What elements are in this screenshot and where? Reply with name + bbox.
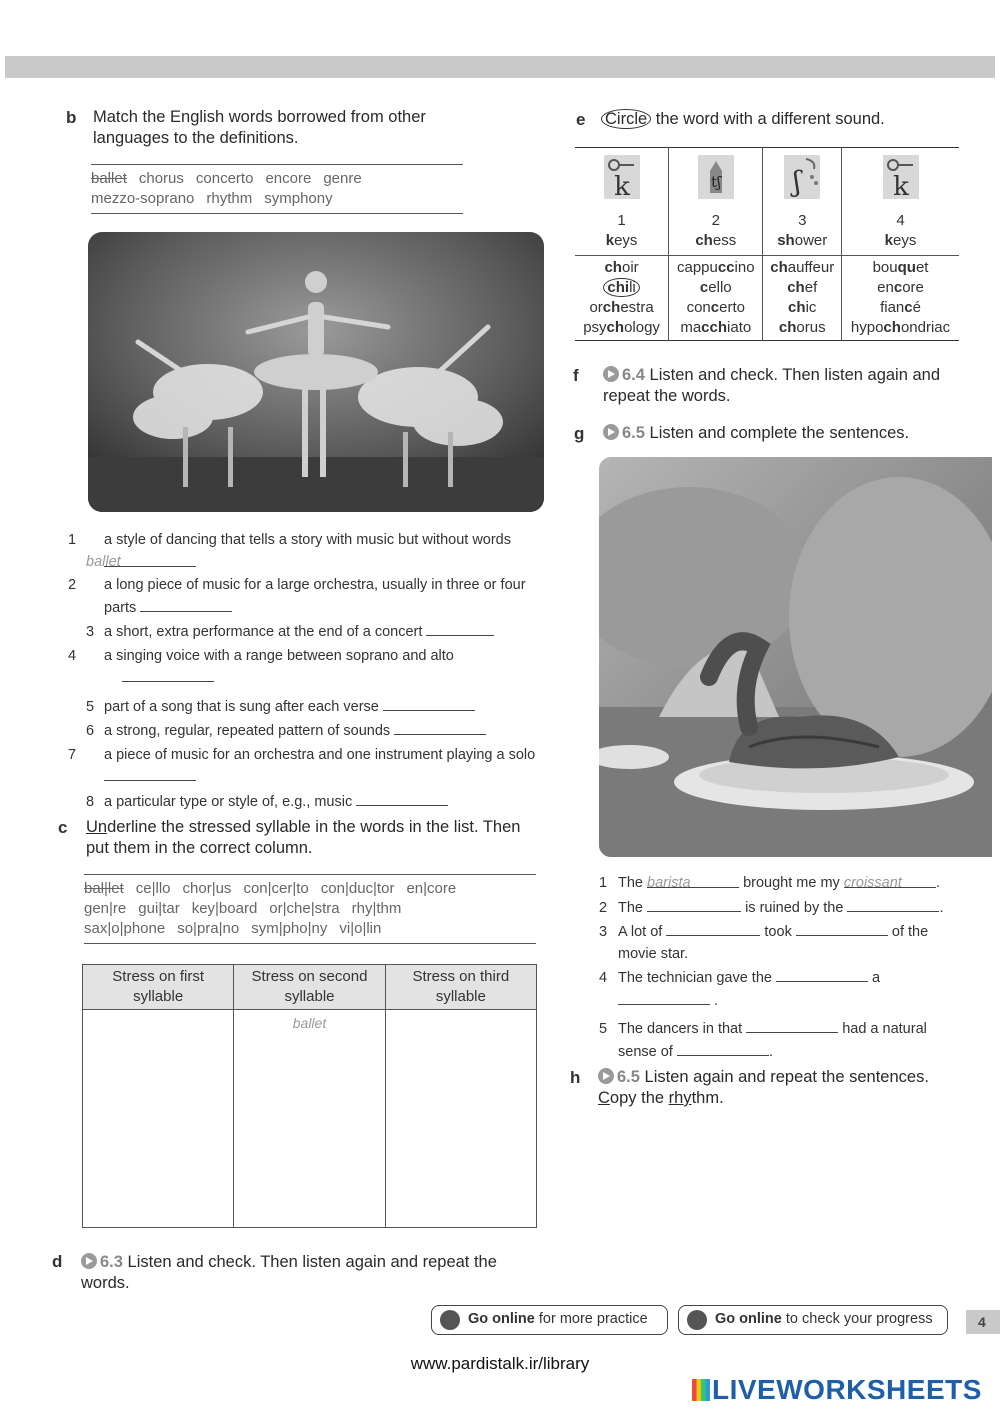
sound-words-2 (669, 256, 763, 341)
b-item-1 (68, 530, 546, 573)
syllable-word: so|pra|no (177, 920, 240, 937)
g-item-1 (599, 873, 964, 895)
g-text: The (618, 899, 643, 916)
g-text: A lot of (618, 924, 663, 940)
logo-icon (692, 1379, 710, 1401)
check-icon (687, 1310, 707, 1330)
g-text: brought me my (743, 875, 840, 891)
sound-word[interactable]: chauffeur (770, 259, 835, 276)
g-answer[interactable]: barista (647, 873, 739, 888)
section-g-items (599, 873, 964, 1063)
stress-header-second (234, 965, 385, 1010)
g-answer[interactable] (618, 990, 710, 1005)
track-number: 6.3 (100, 1253, 123, 1271)
section-e-instruction (601, 109, 961, 130)
sound-word[interactable]: encore (877, 279, 924, 296)
sound-symbol-3 (763, 148, 842, 211)
b-item-text: a strong, regular, repeated pattern of sounds (104, 723, 391, 739)
b-item-number: 4 (68, 647, 77, 664)
instruction-text: Listen and complete the sentences. (649, 424, 910, 442)
b-item-3 (86, 621, 546, 644)
b-item-number: 2 (68, 577, 77, 593)
word-symphony: symphony (264, 190, 333, 207)
syllable-word: sym|pho|ny (251, 920, 328, 937)
sound-symbol-2 (669, 148, 763, 211)
g-text: had a natural sense of (618, 1021, 927, 1060)
track-number: 6.5 (617, 1068, 640, 1086)
b-answer-4[interactable] (122, 667, 214, 682)
sound-word[interactable]: concerto (686, 299, 745, 316)
syllable-word: sax|o|phone (84, 920, 166, 937)
audio-icon[interactable] (81, 1253, 97, 1269)
b-item-number: 1 (68, 532, 77, 548)
section-b-instruction: Match the English words borrowed from other languages to the definitions. (93, 108, 426, 147)
b-item-text: a particular type or style of, e.g., music (104, 793, 353, 810)
g-item-5 (599, 1018, 964, 1063)
track-number: 6.4 (622, 366, 645, 384)
b-item-number: 8 (86, 793, 95, 810)
liveworksheets-logo[interactable] (692, 1374, 982, 1406)
g-text: . (768, 1043, 773, 1060)
sound-key-1 (575, 210, 669, 256)
b-item-number: 5 (86, 698, 95, 715)
b-item-5 (86, 696, 546, 719)
sound-symbol-4 (842, 148, 959, 211)
g-text: is ruined by the (745, 899, 844, 916)
stress-col-second[interactable] (234, 1010, 385, 1228)
sound-word[interactable]: choir (604, 259, 639, 276)
circle-word: Circle (601, 109, 651, 129)
section-c-word-list (84, 874, 536, 944)
section-d-letter: d (52, 1252, 63, 1271)
b-answer-3[interactable] (426, 621, 494, 636)
sound-word[interactable]: chili (575, 278, 668, 298)
phonetic-symbol: tʃ (710, 173, 721, 191)
b-answer-8[interactable] (356, 791, 448, 806)
section-b-items (68, 530, 546, 813)
g-answer[interactable] (796, 921, 888, 936)
section-b-word-list (91, 164, 463, 214)
key-rest: eys (614, 232, 638, 249)
sound-key-3 (763, 210, 842, 256)
key-rest: ower (794, 232, 828, 249)
key-bold: sh (777, 232, 795, 249)
sound-symbol-1 (575, 148, 669, 211)
g-answer[interactable] (847, 897, 939, 912)
g-item-3 (599, 921, 964, 965)
g-text: took (764, 924, 792, 940)
g-item-number: 1 (599, 875, 608, 891)
button-label: for more practice (538, 1311, 648, 1327)
track-number: 6.5 (622, 424, 645, 442)
key-bold: k (884, 232, 894, 249)
syllable-word: con|duc|tor (320, 880, 395, 897)
g-item-4 (599, 967, 964, 1012)
example-answer: ballet (292, 1015, 327, 1031)
stress-col-first[interactable] (83, 1010, 234, 1228)
stress-table (82, 964, 537, 1228)
sound-words-4 (842, 256, 959, 341)
section-h-instruction (598, 1067, 968, 1109)
key-icon (881, 153, 921, 201)
word-mezzo-soprano: mezzo-soprano (91, 190, 195, 207)
g-item-number: 3 (599, 924, 608, 940)
shower-icon (782, 153, 822, 201)
column-number: 4 (896, 212, 905, 229)
stress-header-first (83, 965, 234, 1010)
b-item-text: a long piece of music for a large orchestra, usually in three or four parts (104, 577, 526, 616)
word-ballet: ballet (91, 170, 127, 187)
sound-words-1 (575, 256, 669, 341)
section-f-instruction (603, 365, 953, 407)
syllable-word: chor|us (182, 880, 232, 897)
word-concerto: concerto (195, 170, 254, 187)
b-item-number: 7 (68, 746, 77, 763)
syllable-word: con|cer|to (243, 880, 309, 897)
sound-word[interactable]: cello (699, 279, 732, 296)
section-b-letter: b (66, 108, 77, 127)
key-bold: k (605, 232, 615, 249)
page-number: 4 (966, 1310, 1000, 1334)
syllable-word: key|board (191, 900, 258, 917)
b-item-text: a piece of music for an orchestra and one instrument playing a solo (104, 746, 536, 763)
g-item-number: 5 (599, 1021, 608, 1037)
instruction-text: Listen and check. Then listen again and repeat the words. (603, 366, 941, 405)
word-chorus: chorus (138, 170, 184, 187)
b-item-text: part of a song that is sung after each verse (104, 698, 379, 715)
phonetic-symbol: ʃ (793, 165, 802, 198)
syllable-word: vi|o|lin (339, 920, 382, 937)
top-bar (5, 56, 995, 78)
instruction-text: thm. (691, 1089, 724, 1107)
word-encore: encore (265, 170, 312, 187)
sound-word[interactable]: hypochondriac (850, 319, 951, 336)
instruction-text: Listen again and repeat the sentences. (644, 1068, 929, 1086)
arrow-icon (440, 1310, 460, 1330)
g-text: of the movie star. (618, 924, 929, 962)
sound-word[interactable]: psychology (583, 319, 660, 336)
chess-icon (696, 153, 736, 201)
stress-col-third[interactable] (385, 1010, 536, 1228)
audio-icon[interactable] (603, 424, 619, 440)
b-answer-1[interactable]: ballet (104, 552, 196, 567)
section-h-letter: h (570, 1068, 581, 1087)
g-answer[interactable] (677, 1041, 769, 1056)
b-item-8 (86, 791, 546, 814)
b-item-7 (68, 745, 546, 789)
b-answer-5[interactable] (383, 696, 475, 711)
word-rhythm: rhythm (206, 190, 253, 207)
sound-key-4 (842, 210, 959, 256)
sound-word[interactable]: chorus (778, 319, 826, 336)
sound-word[interactable]: orchestra (589, 299, 654, 316)
underlined-text: rhy (668, 1089, 692, 1107)
section-d-instruction (81, 1252, 541, 1294)
b-item-2 (68, 575, 546, 619)
syllable-word: ce|llo (135, 880, 171, 897)
syllable-word: bal|let (84, 880, 124, 897)
word-genre: genre (323, 170, 362, 187)
g-answer[interactable] (666, 921, 760, 936)
footer-url[interactable]: www.pardistalk.ir/library (410, 1354, 590, 1373)
brand-name: LIVEWORKSHEETS (712, 1374, 982, 1405)
g-answer[interactable] (746, 1018, 838, 1033)
sound-word[interactable]: macchiato (680, 319, 752, 336)
header-text: Stress on first syllable (112, 968, 204, 1005)
syllable-word: en|core (406, 880, 457, 897)
audio-icon[interactable] (603, 366, 619, 382)
key-icon (602, 153, 642, 201)
go-online-practice-button[interactable] (431, 1305, 668, 1335)
section-f-letter: f (573, 366, 579, 385)
b-item-number: 3 (86, 624, 95, 640)
phonetic-symbol: k (613, 172, 630, 201)
g-text: . (714, 992, 719, 1009)
b-item-6 (86, 720, 546, 743)
b-answer-7[interactable] (104, 766, 196, 781)
key-rest: ess (712, 232, 737, 249)
button-bold: Go online (468, 1311, 535, 1327)
ballet-photo (88, 232, 544, 512)
sound-word[interactable]: chic (788, 299, 817, 316)
section-c-letter: c (58, 818, 68, 837)
sound-table (575, 147, 959, 341)
instruction-text: opy the (609, 1089, 669, 1107)
column-number: 3 (798, 212, 807, 229)
b-answer-6[interactable] (394, 720, 486, 735)
syllable-word: or|che|stra (269, 900, 340, 917)
sound-word[interactable]: bouquet (872, 259, 929, 276)
button-label: to check your progress (785, 1311, 933, 1327)
audio-icon[interactable] (598, 1068, 614, 1084)
croissant-photo (599, 457, 992, 857)
g-text: a (872, 970, 881, 986)
syllable-word: gen|re (84, 900, 127, 917)
b-item-4 (68, 646, 546, 690)
stress-header-third (385, 965, 536, 1010)
g-text: . (935, 875, 940, 891)
sound-word[interactable]: chef (787, 279, 818, 296)
sound-words-3 (763, 256, 842, 341)
section-g-letter: g (574, 424, 585, 443)
syllable-word: rhy|thm (351, 900, 402, 917)
g-answer[interactable] (647, 897, 741, 912)
header-text: Stress on second syllable (251, 968, 368, 1005)
g-answer[interactable] (776, 967, 868, 982)
section-e-letter: e (576, 110, 586, 129)
syllable-word: gui|tar (138, 900, 180, 917)
button-bold: Go online (715, 1311, 782, 1327)
g-item-number: 4 (599, 970, 608, 986)
b-item-text: a style of dancing that tells a story with music but without words (104, 532, 511, 548)
underlined-text: C (598, 1089, 610, 1107)
instruction-text: the word with a different sound. (655, 110, 885, 128)
sound-key-2 (669, 210, 763, 256)
b-item-text: a short, extra performance at the end of a concert (104, 624, 423, 640)
header-text: Stress on third syllable (412, 968, 510, 1005)
b-answer-2[interactable] (140, 597, 232, 612)
key-rest: eys (893, 232, 917, 249)
g-answer[interactable]: croissant (844, 873, 936, 888)
g-text: . (939, 899, 944, 916)
g-text: The dancers in that (618, 1021, 743, 1037)
phonetic-symbol: k (892, 172, 909, 201)
sound-word[interactable]: cappuccino (676, 259, 755, 276)
key-bold: ch (695, 232, 713, 249)
instruction-text: derline the stressed syllable in the words in the list. Then put them in the correct column. (86, 818, 521, 857)
section-g-instruction (603, 423, 963, 444)
instruction-text: Listen and check. Then listen again and repeat the words. (81, 1253, 497, 1292)
go-online-progress-button[interactable] (678, 1305, 948, 1335)
g-item-number: 2 (599, 899, 608, 916)
b-item-number: 6 (86, 723, 95, 739)
sound-word[interactable]: fiancé (880, 299, 921, 316)
g-text: The (618, 875, 643, 891)
column-number: 2 (711, 212, 720, 229)
b-item-text: a singing voice with a range between soprano and alto (104, 647, 454, 664)
g-item-2 (599, 897, 964, 920)
underlined-text: Un (86, 818, 108, 836)
section-c-instruction (86, 817, 526, 859)
g-text: The technician gave the (618, 970, 772, 986)
column-number: 1 (617, 212, 626, 229)
